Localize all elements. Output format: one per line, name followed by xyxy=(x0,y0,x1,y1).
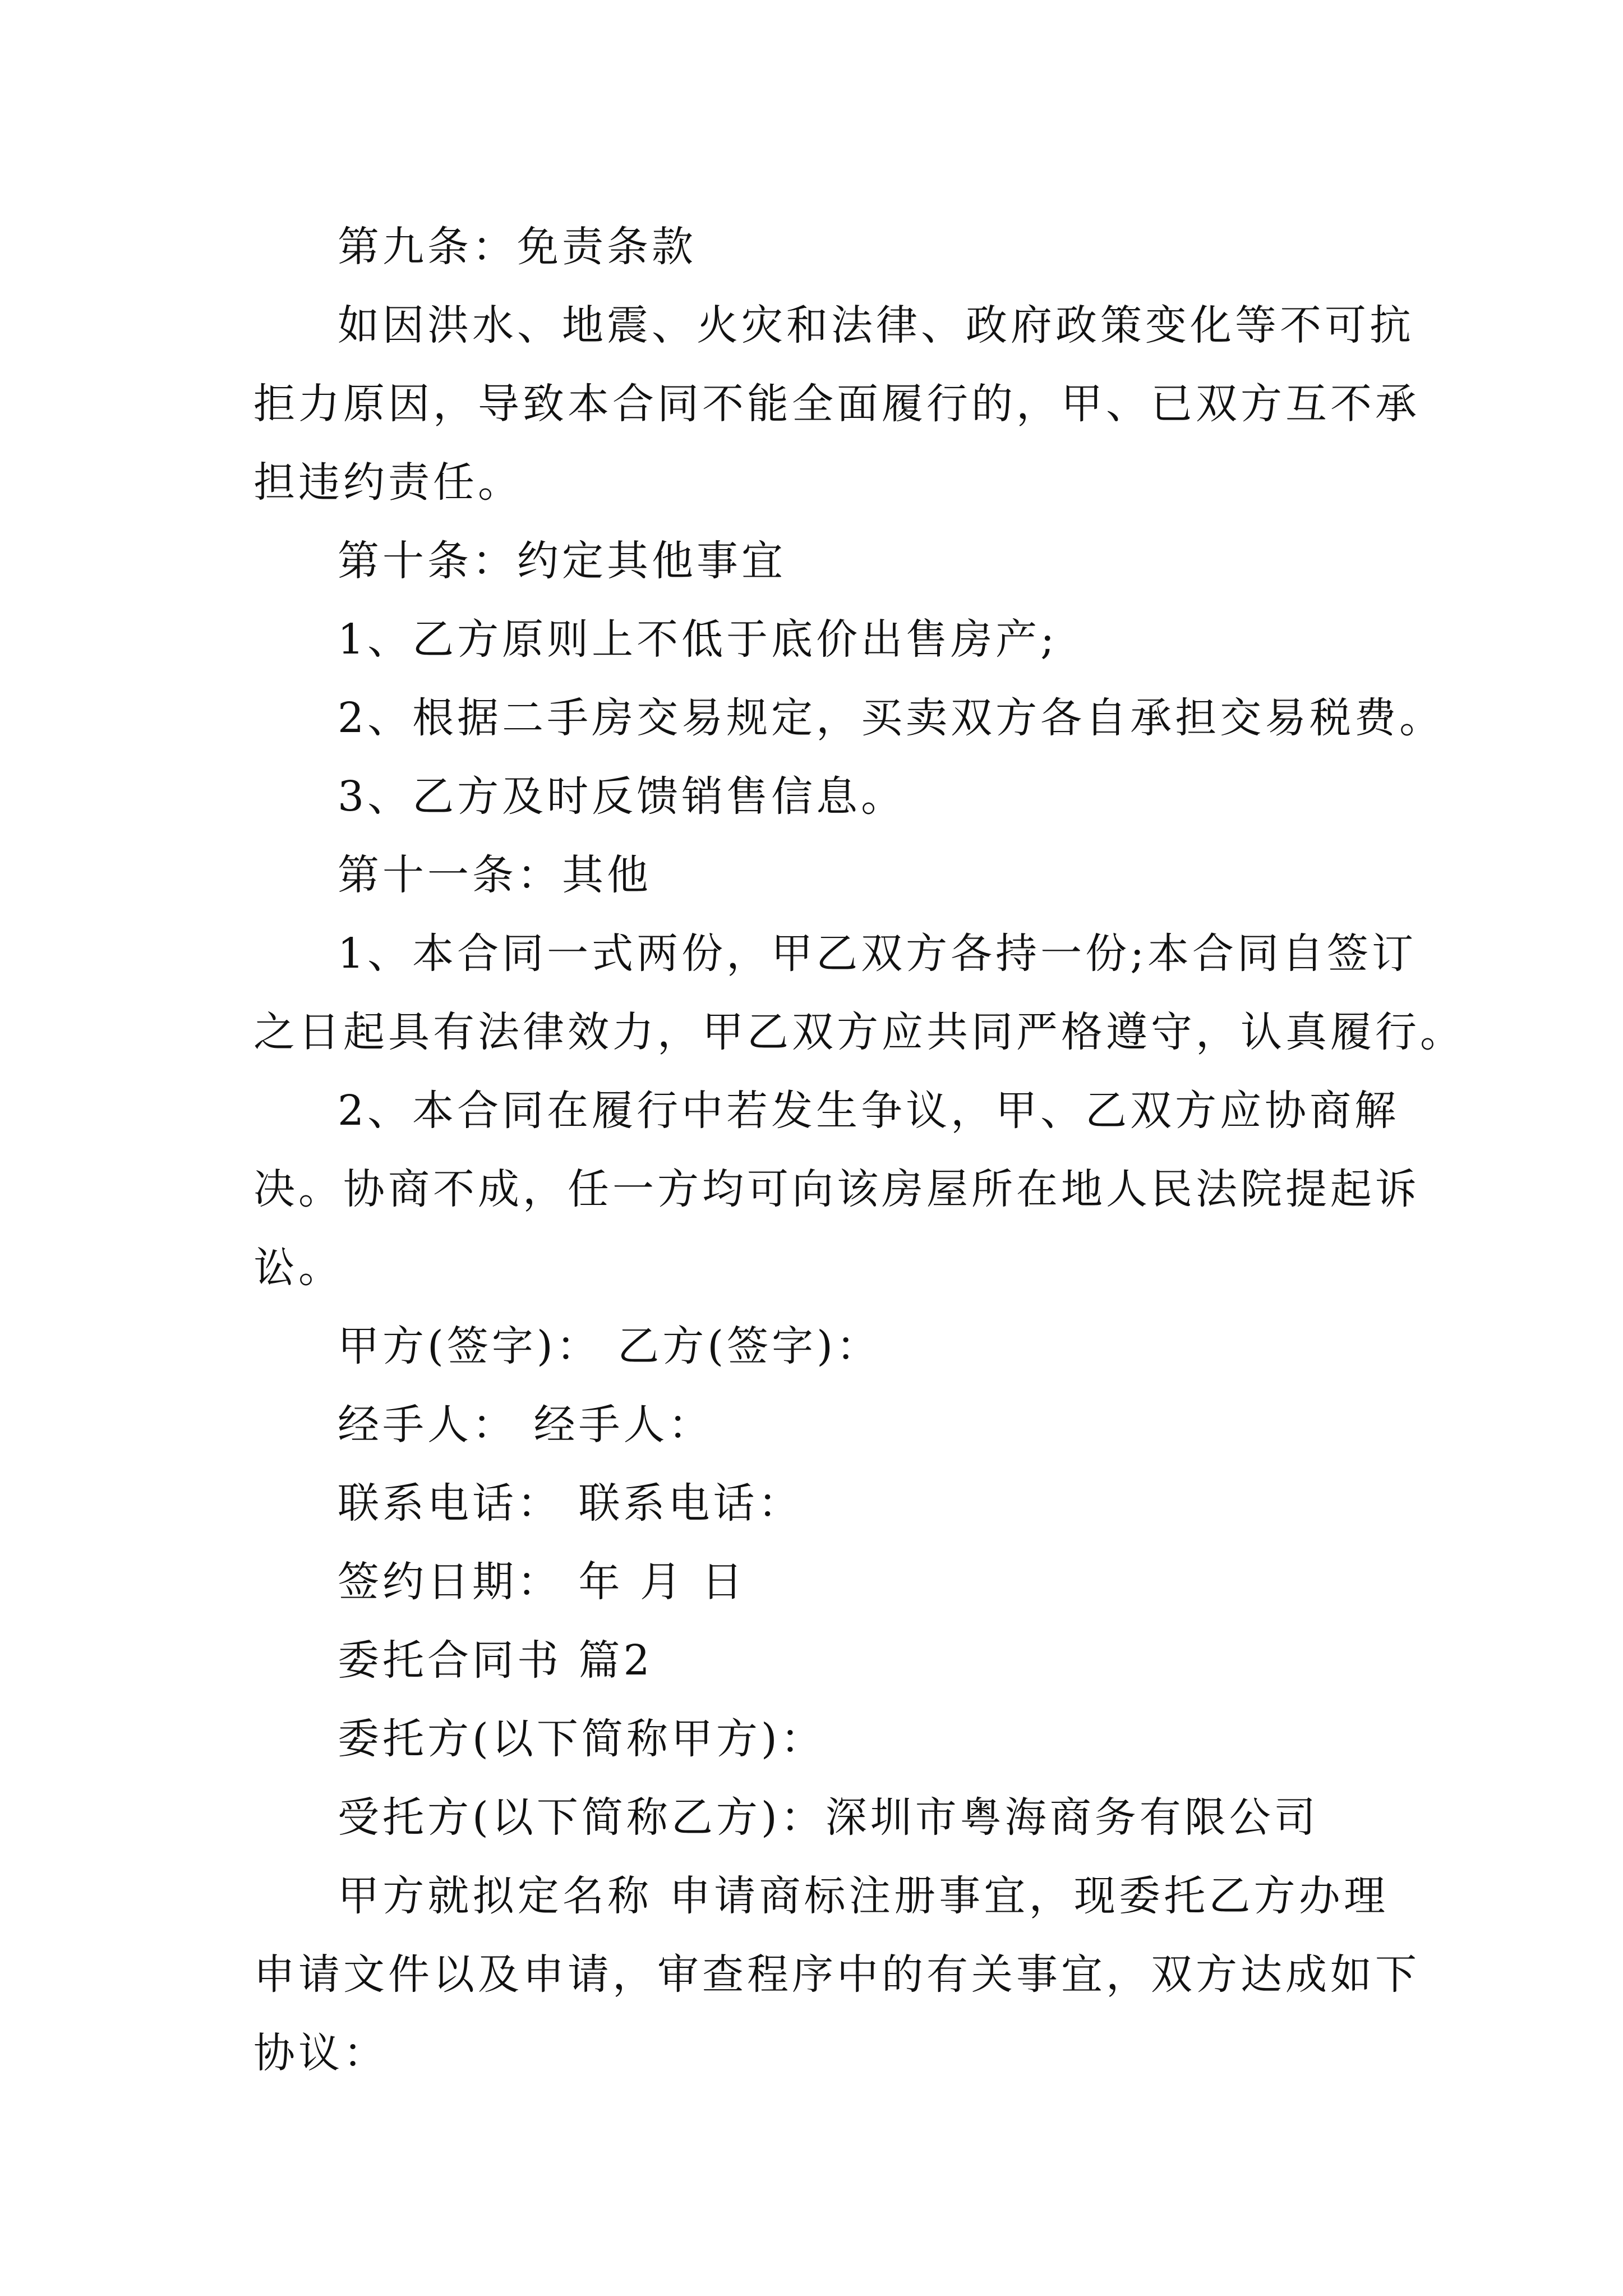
clause-11-heading: 第十一条：其他 xyxy=(338,851,652,899)
document-body xyxy=(253,208,1465,2092)
paragraph-line: 2、本合同在履行中若发生争议，甲、乙双方应协商解 xyxy=(338,1087,1400,1135)
paragraph-line: 担违约责任。 xyxy=(253,458,523,507)
sign-date-line: 签约日期： 年 月 日 xyxy=(338,1558,746,1606)
paragraph-line: 3、乙方及时反馈销售信息。 xyxy=(338,772,906,821)
paragraph-line: 如因洪水、地震、火灾和法律、政府政策变化等不可抗 xyxy=(338,301,1414,349)
paragraph-line: 1、乙方原则上不低于底价出售房产; xyxy=(338,615,1058,664)
paragraph-line: 拒力原因，导致本合同不能全面履行的，甲、已双方互不承 xyxy=(253,380,1420,428)
clause-9-heading: 第九条：免责条款 xyxy=(338,223,697,271)
phone-line: 联系电话： 联系电话： xyxy=(338,1479,803,1527)
paragraph-line: 之日起具有法律效力，甲乙双方应共同严格遵守，认真履行。 xyxy=(253,1008,1465,1056)
handler-line: 经手人： 经手人： xyxy=(338,1401,713,1449)
party-a-line: 委托方(以下简称甲方)： xyxy=(338,1715,826,1763)
paragraph-line: 申请文件以及申请，审查程序中的有关事宜，双方达成如下 xyxy=(253,1950,1420,1999)
paragraph-line: 决。协商不成，任一方均可向该房屋所在地人民法院提起诉 xyxy=(253,1165,1420,1213)
party-b-line: 受托方(以下简称乙方)：深圳市粤海商务有限公司 xyxy=(338,1793,1319,1842)
signature-line: 甲方(签字)： 乙方(签字)： xyxy=(338,1322,882,1370)
paragraph-line: 协议： xyxy=(253,2029,388,2077)
paragraph-line: 甲方就拟定名称 申请商标注册事宜，现委托乙方办理 xyxy=(338,1872,1389,1920)
paragraph-line: 讼。 xyxy=(253,1244,343,1292)
paragraph-line: 1、本合同一式两份，甲乙双方各持一份;本合同自签订 xyxy=(338,930,1417,978)
section-title: 委托合同书 篇2 xyxy=(338,1636,653,1685)
clause-10-heading: 第十条：约定其他事宜 xyxy=(338,537,786,585)
paragraph-line: 2、根据二手房交易规定，买卖双方各自承担交易税费。 xyxy=(338,694,1445,742)
